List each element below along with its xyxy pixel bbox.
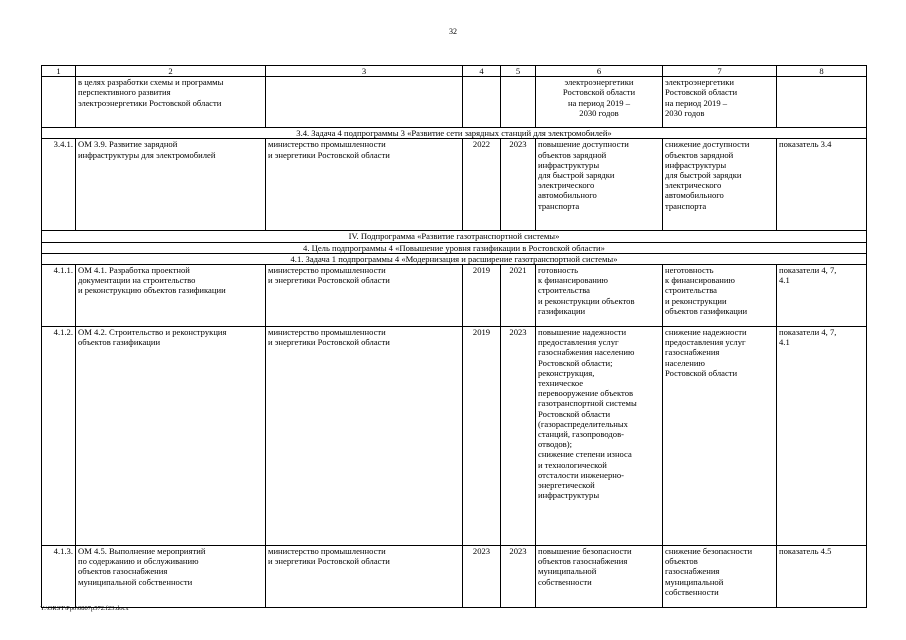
cell-end: 2023: [501, 327, 536, 546]
cell-executor: министерство промышленности и энергетики Ростовской области: [266, 546, 463, 608]
section-row: [42, 253, 867, 264]
activities-table: [41, 65, 867, 608]
cell-num: 4.1.2.: [42, 327, 76, 546]
cell-name: ОМ 4.1. Разработка проектной документации на строительство и реконструкцию объектов газификации: [76, 265, 266, 327]
header-col-3: 3: [266, 66, 463, 77]
cell-start: 2019: [463, 265, 501, 327]
cell-name: в целях разработки схемы и программы перспективного развития электроэнергетики Ростовской области: [76, 77, 266, 128]
cell-end: [501, 77, 536, 128]
section-row: [42, 242, 867, 253]
header-col-2: 2: [76, 66, 266, 77]
header-col-6: 6: [536, 66, 663, 77]
cell-end: 2023: [501, 139, 536, 231]
table-row: [42, 265, 867, 327]
cell-link: показатель 3.4: [777, 139, 867, 231]
cell-name: ОМ 4.5. Выполнение мероприятий по содержанию и обслуживанию объектов газоснабжения муниципальной собственности: [76, 546, 266, 608]
cell-num: 3.4.1.: [42, 139, 76, 231]
cell-num: 4.1.3.: [42, 546, 76, 608]
cell-name: ОМ 3.9. Развитие зарядной инфраструктуры для электромобилей: [76, 139, 266, 231]
section-row: [42, 128, 867, 139]
table-row: [42, 139, 867, 231]
cell-link: показатель 4.5: [777, 546, 867, 608]
cell-result: повышение доступности объектов зарядной инфраструктуры для быстрой зарядки электрического автомобильного транспорта: [536, 139, 663, 231]
cell-link: [777, 77, 867, 128]
section-row: [42, 231, 867, 242]
header-col-8: 8: [777, 66, 867, 77]
page-number: 32: [449, 27, 457, 36]
cell-consequence: снижение доступности объектов зарядной инфраструктуры для быстрой зарядки электрического автомобильного транспорта: [663, 139, 777, 231]
cell-consequence: снижение безопасности объектов газоснабжения муниципальной собственности: [663, 546, 777, 608]
cell-link: показатели 4, 7, 4.1: [777, 265, 867, 327]
table-row: [42, 546, 867, 608]
table-row: [42, 77, 867, 128]
cell-executor: министерство промышленности и энергетики Ростовской области: [266, 265, 463, 327]
cell-end: 2021: [501, 265, 536, 327]
cell-start: [463, 77, 501, 128]
cell-executor: министерство промышленности и энергетики Ростовской области: [266, 327, 463, 546]
header-row: [42, 66, 867, 77]
cell-consequence: неготовность к финансированию строительства и реконструкции объектов газификации: [663, 265, 777, 327]
cell-end: 2023: [501, 546, 536, 608]
file-path-footer: Y:\ORST\Ppo\0807p572.f23.docx: [40, 605, 129, 612]
cell-start: 2022: [463, 139, 501, 231]
cell-executor: министерство промышленности и энергетики Ростовской области: [266, 139, 463, 231]
header-col-5: 5: [501, 66, 536, 77]
header-col-7: 7: [663, 66, 777, 77]
section-title: 4.1. Задача 1 подпрограммы 4 «Модернизация и расширение газотранспортной системы»: [42, 253, 867, 264]
cell-name: ОМ 4.2. Строительство и реконструкция объектов газификации: [76, 327, 266, 546]
cell-executor: [266, 77, 463, 128]
cell-start: 2023: [463, 546, 501, 608]
cell-result: электроэнергетики Ростовской области на период 2019 – 2030 годов: [536, 77, 663, 128]
table-row: [42, 327, 867, 546]
cell-num: [42, 77, 76, 128]
section-title: 4. Цель подпрограммы 4 «Повышение уровня газификации в Ростовской области»: [42, 242, 867, 253]
cell-link: показатели 4, 7, 4.1: [777, 327, 867, 546]
cell-result: повышение безопасности объектов газоснабжения муниципальной собственности: [536, 546, 663, 608]
cell-result: готовность к финансированию строительства и реконструкции объектов газификации: [536, 265, 663, 327]
section-title: IV. Подпрограмма «Развитие газотранспортной системы»: [42, 231, 867, 242]
section-title: 3.4. Задача 4 подпрограммы 3 «Развитие сети зарядных станций для электромобилей»: [42, 128, 867, 139]
cell-consequence: снижение надежности предоставления услуг газоснабжения населению Ростовской области: [663, 327, 777, 546]
cell-start: 2019: [463, 327, 501, 546]
cell-consequence: электроэнергетики Ростовской области на период 2019 – 2030 годов: [663, 77, 777, 128]
header-col-4: 4: [463, 66, 501, 77]
cell-num: 4.1.1.: [42, 265, 76, 327]
header-col-1: 1: [42, 66, 76, 77]
cell-result: повышение надежности предоставления услуг газоснабжения населению Ростовской области; реконструкция, техническое перевооружение объектов газотранспортной системы Ростовской области (газораспределительных станций, газопроводов- отводов); снижение степени износа и технологической отсталости инженерно- энергетической инфраструктуры: [536, 327, 663, 546]
